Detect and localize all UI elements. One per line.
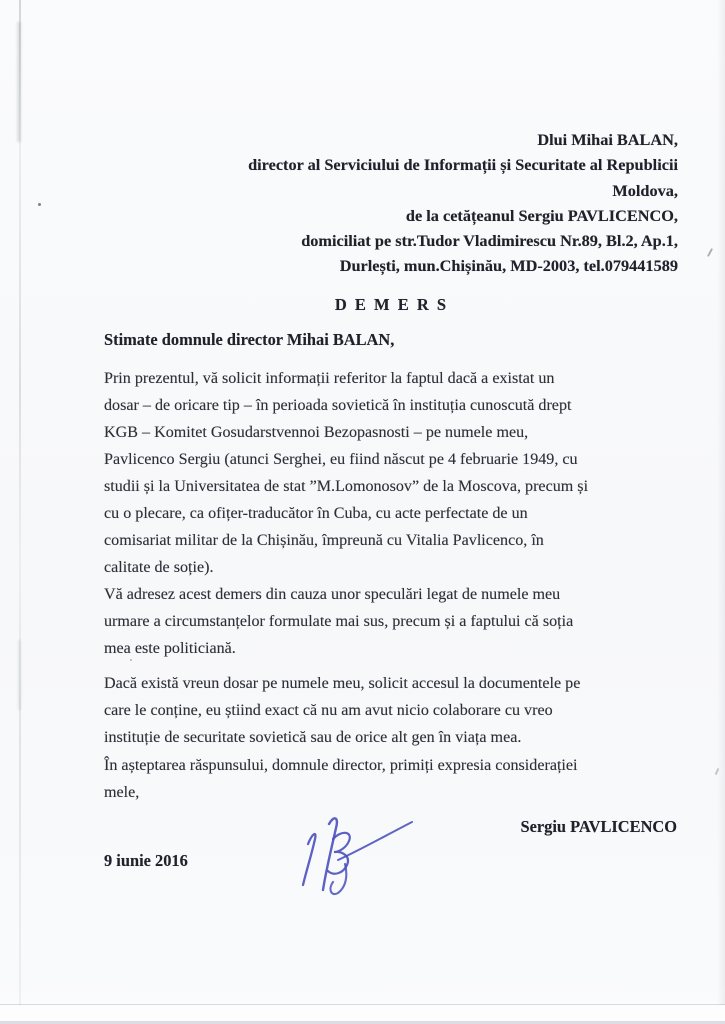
body-line: care le conține, eu știind exact că nu am avut nicio colaborare cu vreo [104, 702, 553, 719]
paragraph [104, 670, 580, 751]
body-line: mea este politiciană. [104, 640, 236, 657]
body-line: comisariat militar de la Chișinău, împreună cu Vitalia Pavlicenco, în [104, 532, 544, 549]
scan-speck [707, 248, 713, 257]
body-line: Dacă există vreun dosar pe numele meu, solicit accesul la documentele pe [104, 675, 581, 692]
signature-name: Sergiu PAVLICENCO [520, 817, 677, 836]
body-line: mele, [104, 784, 140, 801]
signature-stroke [303, 834, 315, 885]
body-line: instituție de securitate sovietică sau de orice alt gen în viața mea. [104, 729, 522, 746]
recipient-line: domiciliat pe str.Tudor Vladimirescu Nr.89, Bl.2, Ap.1, [301, 231, 678, 251]
document-title: D E M E R S [334, 295, 449, 314]
recipient-line: Durlești, mun.Chișinău, MD-2003, tel.079441589 [339, 256, 678, 276]
scan-speck [38, 203, 41, 206]
body-line: urmare a circumstanțelor formulate mai sus, precum și a faptului că soția [104, 613, 574, 630]
body-line: dosar – de oricare tip – în perioada sovietică în instituția cunoscută drept [104, 397, 572, 414]
salutation: Stimate domnule director Mihai BALAN, [104, 330, 395, 349]
body-line: calitate de soție). [104, 559, 214, 576]
scan-smudge [18, 640, 21, 710]
scan-right-edge-shadow [717, 0, 725, 1024]
signature-date: 9 iunie 2016 [104, 851, 188, 870]
body-line: Prin prezentul, vă solicit informații referitor la faptul dacă a existat un [104, 370, 555, 387]
handwritten-signature-ink [283, 797, 418, 902]
scan-crease-line [19, 0, 21, 1024]
recipient-line: Dlui Mihai BALAN, [537, 130, 678, 149]
recipient-block [248, 127, 678, 279]
body-line: studii și la Universitatea de stat ”M.Lomonosov” de la Moscova, precum și [104, 478, 589, 495]
body-line: În așteptarea răspunsului, domnule director, primiți expresia considerației [104, 757, 578, 774]
recipient-line: de la cetățeanul Sergiu PAVLICENCO, [405, 205, 678, 225]
body-line: Pavlicenco Sergiu (atunci Serghei, eu fiind născut pe 4 februarie 1949, cu [104, 451, 578, 468]
paragraph [104, 365, 588, 581]
recipient-line: director al Serviciului de Informații și Securitate al Republicii [248, 155, 678, 175]
recipient-line: Moldova, [612, 180, 678, 200]
body-line: cu o plecare, ca ofițer-traducător în Cuba, cu acte perfectate de un [104, 505, 528, 522]
scan-bottom-strip [0, 1005, 725, 1021]
body-line: Vă adresez acest demers din cauza unor speculări legat de numele meu [104, 586, 561, 603]
body-line: KGB – Komitet Gosudarstvennoi Bezopasnosti – pe numele meu, [104, 424, 529, 441]
scan-smudge [17, 22, 21, 142]
paragraph [104, 581, 573, 662]
signature-stroke [323, 818, 337, 890]
